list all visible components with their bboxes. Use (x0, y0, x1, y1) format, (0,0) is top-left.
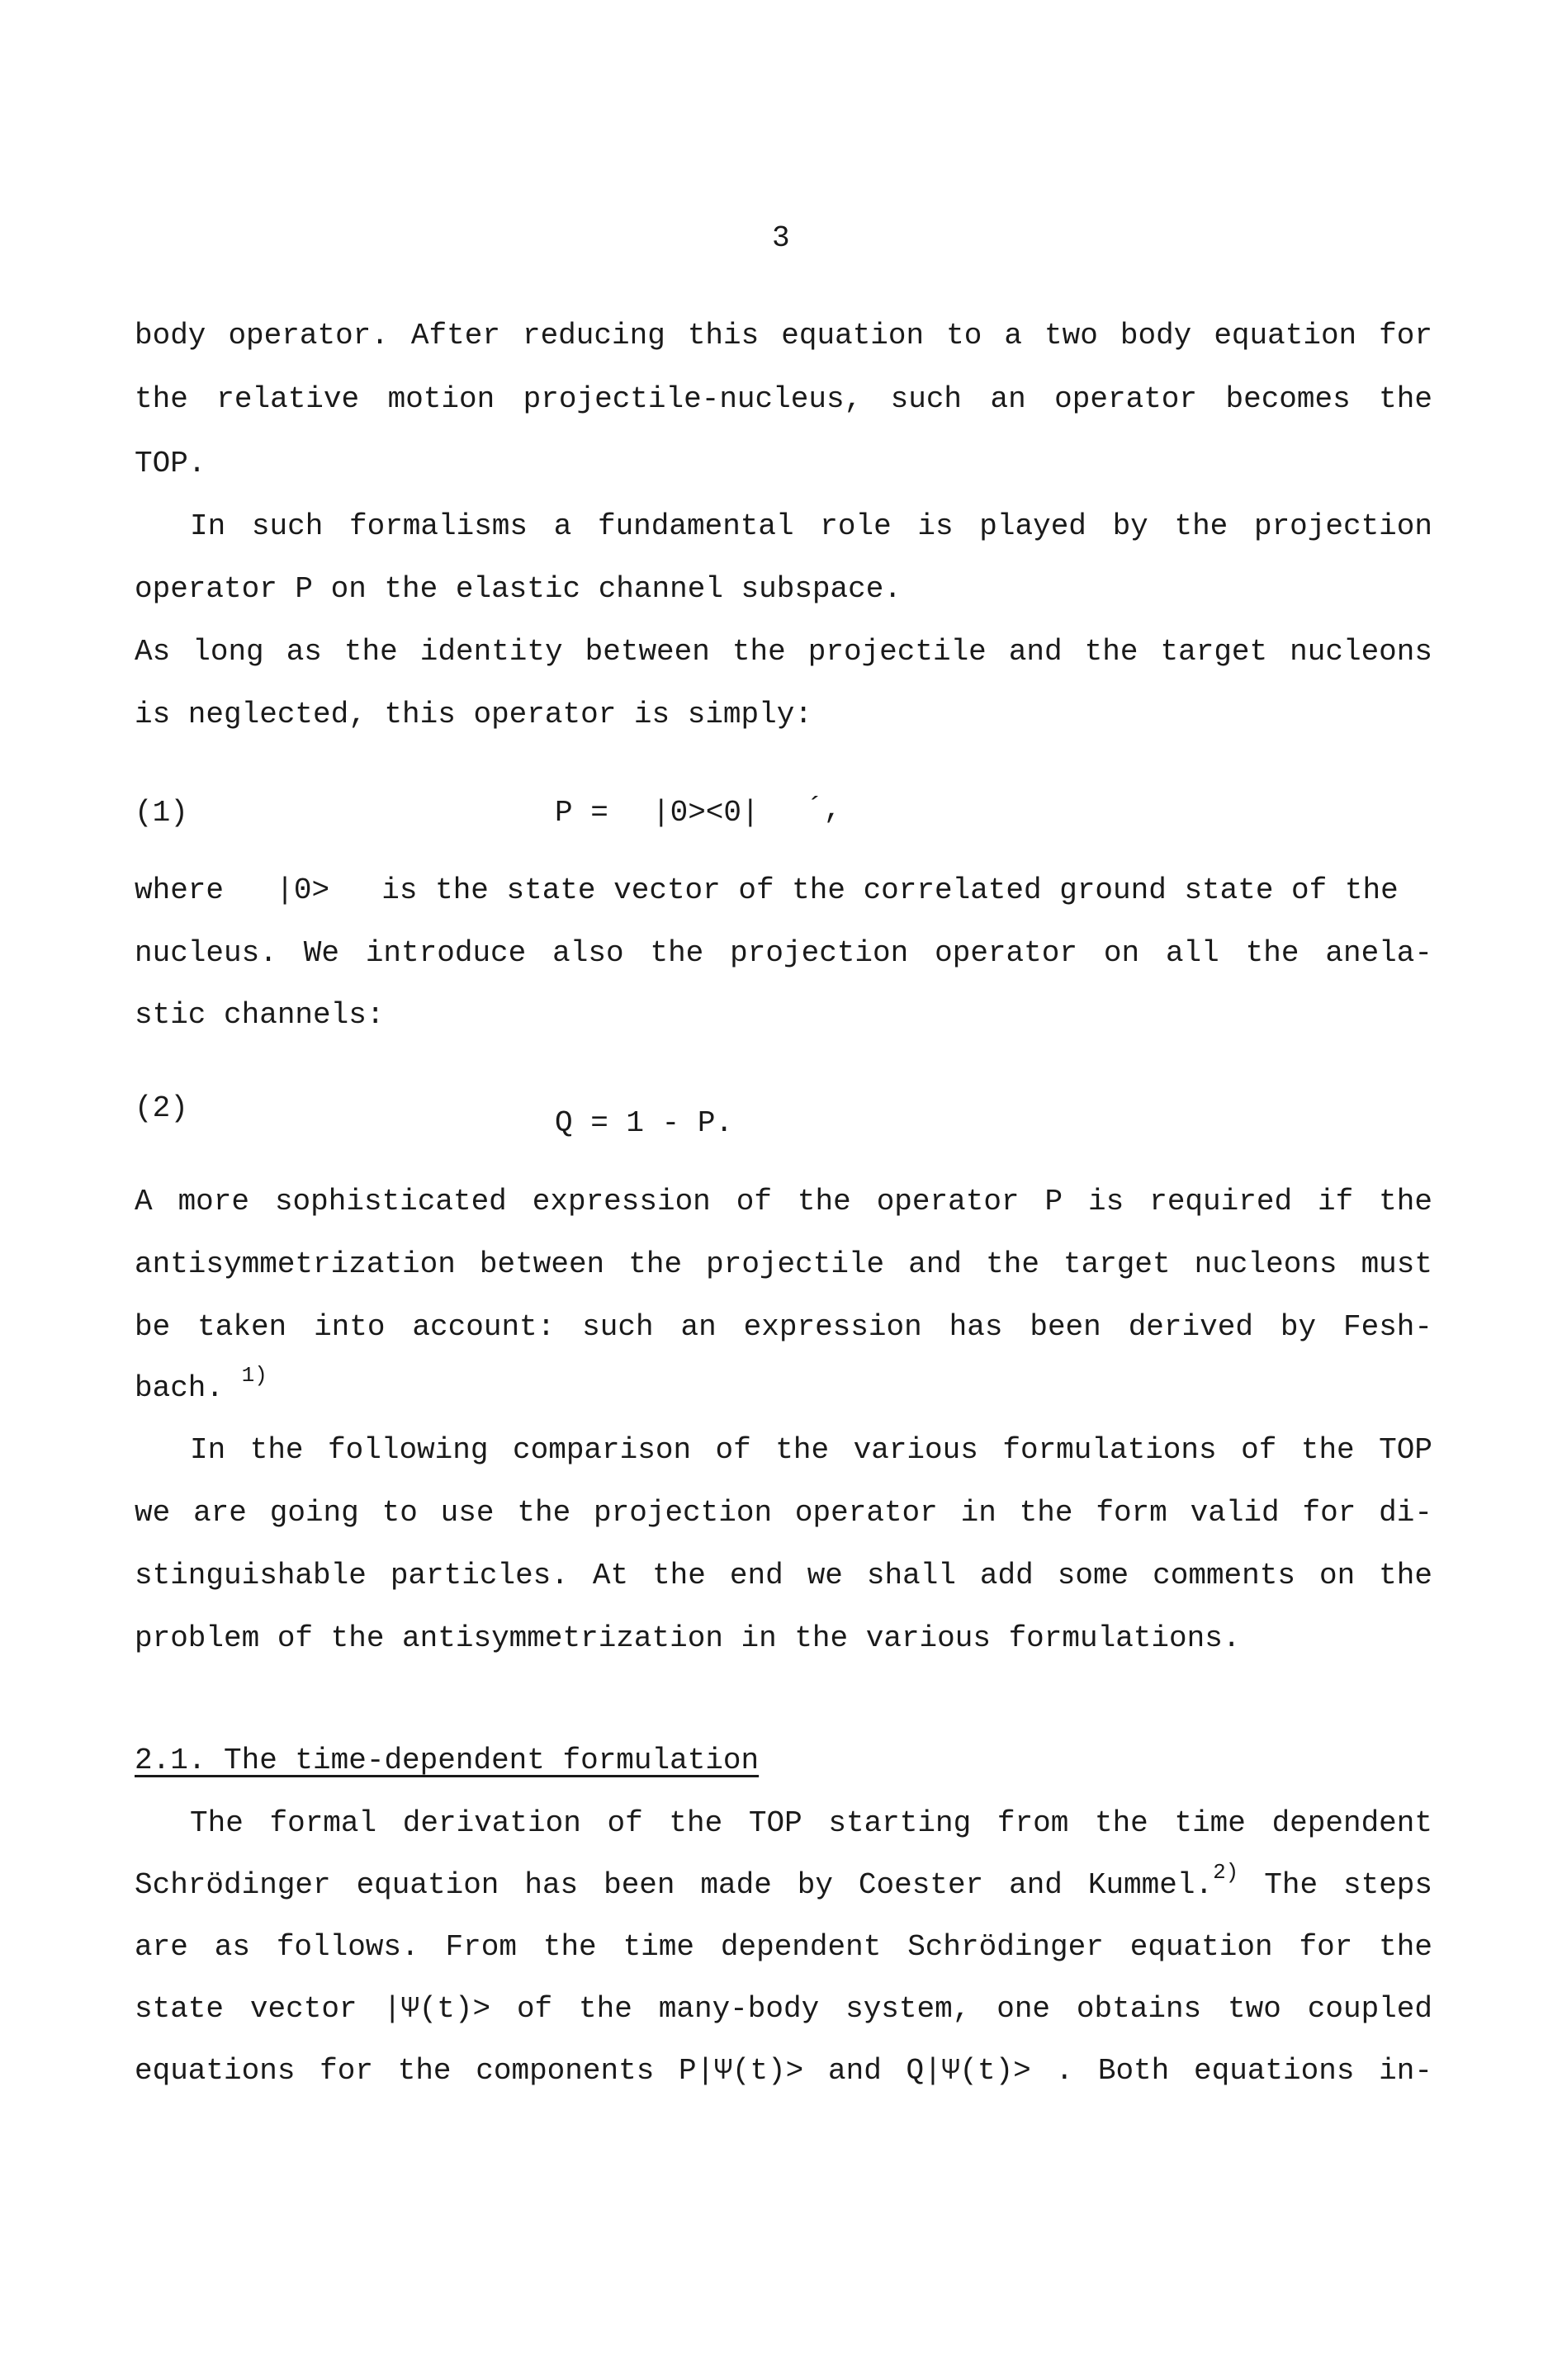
reference-2: 2) (1213, 1860, 1239, 1885)
para3-line-3: stic channels: (135, 998, 385, 1032)
para4-line-1: A more sophisticated expression of the operator P is required if the (135, 1185, 1432, 1218)
para1-line-1: body operator. After reducing this equation to a two body equation for (135, 319, 1432, 353)
para5-line-2: we are going to use the projection operator in the form valid for di- (135, 1496, 1432, 1530)
para3-line-1-end: is the state vector of the correlated ground state of the (381, 873, 1399, 907)
ground-state-ket: |0> (276, 873, 330, 907)
para5-line-1: In the following comparison of the various formulations of the TOP (190, 1433, 1432, 1467)
para2-line-4: is neglected, this operator is simply: (135, 698, 812, 731)
equation-1-lhs: P = (555, 796, 608, 830)
para1-line-3: TOP. (135, 447, 206, 480)
equation-2-label: (2) (135, 1091, 188, 1125)
equation-2-expression: Q = 1 - P. (555, 1106, 734, 1140)
para6-line-3: are as follows. From the time dependent Schrödinger equation for the (135, 1930, 1432, 1964)
para1-line-2: the relative motion projectile-nucleus, such an operator becomes the (135, 382, 1432, 416)
para6-line-2-end: The steps (1264, 1868, 1432, 1902)
para4-line-4 (135, 1363, 1432, 1408)
para6-line-2 (135, 1860, 1432, 1905)
para6-line-2-start: Schrödinger equation has been made by Coester and Kummel. (135, 1868, 1214, 1902)
para2-line-3: As long as the identity between the projectile and the target nucleons (135, 635, 1432, 669)
equation-1-tail: ´, (806, 793, 842, 826)
para3-line-1-start: where (135, 873, 225, 907)
para6-line-1: The formal derivation of the TOP starting from the time dependent (190, 1806, 1432, 1840)
para4-last-word: bach. (135, 1371, 225, 1405)
equation-1-rhs: |0><0| (652, 796, 760, 830)
reference-1: 1) (241, 1363, 267, 1388)
para3-line-1 (135, 873, 1432, 909)
equation-1-label: (1) (135, 796, 188, 830)
para4-line-3: be taken into account: such an expression has been derived by Fesh- (135, 1310, 1432, 1344)
para6-line-5: equations for the components P|Ψ(t)> and Q|Ψ(t)> . Both equations in- (135, 2054, 1432, 2088)
para2-line-2: operator P on the elastic channel subspace. (135, 572, 902, 606)
section-heading: 2.1. The time-dependent formulation (135, 1744, 760, 1777)
para2-line-1: In such formalisms a fundamental role is played by the projection (190, 509, 1432, 543)
page-number: 3 (772, 221, 790, 255)
para4-line-2: antisymmetrization between the projectile and the target nucleons must (135, 1247, 1432, 1281)
para6-line-4: state vector |Ψ(t)> of the many-body system, one obtains two coupled (135, 1992, 1432, 2026)
para5-line-3: stinguishable particles. At the end we shall add some comments on the (135, 1559, 1432, 1592)
para5-line-4: problem of the antisymmetrization in the various formulations. (135, 1621, 1241, 1655)
para3-line-2: nucleus. We introduce also the projection operator on all the anela- (135, 936, 1432, 970)
